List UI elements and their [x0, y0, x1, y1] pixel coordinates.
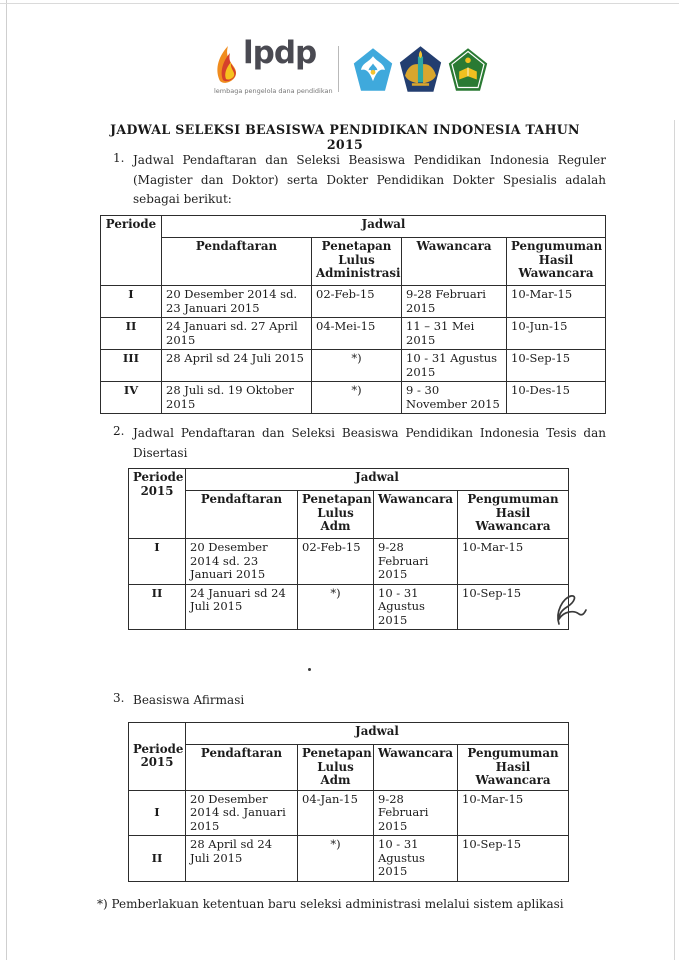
list-number-1: 1. [113, 151, 125, 165]
cell-periode: II [129, 836, 186, 882]
page-title: JADWAL SELEKSI BEASISWA PENDIDIKAN INDONESIA TAHUN 2015 [110, 122, 580, 152]
cell-pendaftaran: 24 Januari sd 24 Juli 2015 [186, 584, 298, 630]
list-text-2: Jadwal Pendaftaran dan Seleksi Beasiswa Pendidikan Indonesia Tesis dan Disertasi [133, 426, 606, 460]
cell-periode: II [129, 584, 186, 630]
cell-periode: I [129, 790, 186, 836]
cell-wawancara: 9-28 Februari 2015 [374, 790, 458, 836]
stray-dot-mark [308, 668, 311, 671]
cell-penetapan: 02-Feb-15 [298, 539, 374, 585]
col-header-pendaftaran: Pendaftaran [186, 491, 298, 539]
col-header-jadwal: Jadwal [186, 723, 569, 745]
cell-pengumuman: 10-Mar-15 [458, 539, 569, 585]
kemenkeu-emblem [399, 41, 442, 97]
col-header-penetapan: Penetapan Lulus Adm [298, 745, 374, 791]
col-header-penetapan: Penetapan Lulus Adm [298, 491, 374, 539]
table-row [129, 836, 569, 882]
table-header-row [129, 469, 569, 491]
cell-pendaftaran: 28 April sd 24 Juli 2015 [186, 836, 298, 882]
cell-periode: II [101, 318, 162, 350]
col-header-jadwal: Jadwal [162, 216, 606, 238]
table-header-row [129, 723, 569, 745]
col-header-pengumuman: Pengumuman Hasil Wawancara [458, 745, 569, 791]
lpdp-logo [214, 35, 333, 97]
table-row [101, 350, 606, 382]
cell-wawancara: 10 - 31 Agustus 2015 [374, 836, 458, 882]
col-header-pendaftaran: Pendaftaran [162, 238, 312, 286]
table-subheader-row [129, 745, 569, 791]
handwritten-initial-mark [552, 590, 592, 632]
col-header-periode: Periode [101, 216, 162, 286]
table-row [101, 318, 606, 350]
lpdp-wordmark: lpdp [243, 35, 317, 71]
table-row [101, 382, 606, 414]
cell-pengumuman: 10-Sep-15 [458, 584, 569, 630]
cell-pengumuman: 10-Des-15 [507, 382, 606, 414]
col-header-pengumuman: Pengumuman Hasil Wawancara [507, 238, 606, 286]
table-row [129, 790, 569, 836]
col-header-wawancara: Wawancara [374, 745, 458, 791]
cell-pengumuman: 10-Sep-15 [507, 350, 606, 382]
cell-pendaftaran: 24 Januari sd. 27 April 2015 [162, 318, 312, 350]
col-header-wawancara: Wawancara [374, 491, 458, 539]
lpdp-flame-icon [214, 44, 241, 84]
cell-periode: IV [101, 382, 162, 414]
col-header-pendaftaran: Pendaftaran [186, 745, 298, 791]
col-header-jadwal: Jadwal [186, 469, 569, 491]
lpdp-tagline: lembaga pengelola dana pendidikan [214, 87, 333, 95]
logo-divider [338, 46, 339, 92]
table-header-row [101, 216, 606, 238]
scan-edge-top [0, 3, 679, 4]
table-beasiswa-afirmasi [128, 722, 569, 882]
cell-wawancara: 10 - 31 Agustus 2015 [402, 350, 507, 382]
cell-pendaftaran: 28 April sd 24 Juli 2015 [162, 350, 312, 382]
cell-periode: III [101, 350, 162, 382]
col-header-periode: Periode 2015 [129, 469, 186, 539]
cell-pendaftaran: 28 Juli sd. 19 Oktober 2015 [162, 382, 312, 414]
cell-wawancara: 11 – 31 Mei 2015 [402, 318, 507, 350]
cell-periode: I [129, 539, 186, 585]
list-number-2: 2. [113, 424, 125, 438]
footnote: *) Pemberlakuan ketentuan baru seleksi administrasi melalui sistem aplikasi [97, 897, 564, 911]
cell-penetapan: *) [312, 382, 402, 414]
scan-edge-left [6, 0, 7, 960]
cell-pengumuman: 10-Sep-15 [458, 836, 569, 882]
table-subheader-row [129, 491, 569, 539]
cell-pengumuman: 10-Jun-15 [507, 318, 606, 350]
cell-periode: I [101, 286, 162, 318]
list-number-3: 3. [113, 691, 125, 705]
cell-wawancara: 9-28 Februari 2015 [402, 286, 507, 318]
cell-penetapan: 04-Mei-15 [312, 318, 402, 350]
cell-penetapan: 02-Feb-15 [312, 286, 402, 318]
header-logo-bar [214, 35, 491, 98]
kemenag-emblem [448, 42, 488, 97]
cell-pengumuman: 10-Mar-15 [458, 790, 569, 836]
cell-wawancara: 9 - 30 November 2015 [402, 382, 507, 414]
col-header-penetapan: Penetapan Lulus Administrasi [312, 238, 402, 286]
cell-pendaftaran: 20 Desember 2014 sd. 23 Januari 2015 [162, 286, 312, 318]
list-text-1: Jadwal Pendaftaran dan Seleksi Beasiswa Pendidikan Indonesia Reguler (Magister dan Doktor) serta Dokter Pendidikan Dokter Spesialis adalah sebagai berikut: [133, 153, 606, 206]
table-jadwal-tesis-disertasi [128, 468, 569, 630]
cell-wawancara: 10 - 31 Agustus 2015 [374, 584, 458, 630]
list-text-3: Beasiswa Afirmasi [133, 693, 245, 707]
cell-pendaftaran: 20 Desember 2014 sd. Januari 2015 [186, 790, 298, 836]
table-row [129, 539, 569, 585]
cell-penetapan: *) [298, 836, 374, 882]
cell-pengumuman: 10-Mar-15 [507, 286, 606, 318]
cell-pendaftaran: 20 Desember 2014 sd. 23 Januari 2015 [186, 539, 298, 585]
cell-penetapan: 04-Jan-15 [298, 790, 374, 836]
scan-edge-right [674, 120, 675, 960]
col-header-periode: Periode 2015 [129, 723, 186, 791]
col-header-wawancara: Wawancara [402, 238, 507, 286]
cell-penetapan: *) [312, 350, 402, 382]
kemendikbud-emblem [353, 42, 393, 97]
cell-penetapan: *) [298, 584, 374, 630]
cell-wawancara: 9-28 Februari 2015 [374, 539, 458, 585]
table-row [129, 584, 569, 630]
table-row [101, 286, 606, 318]
table-jadwal-reguler [100, 215, 606, 414]
col-header-pengumuman: Pengumuman Hasil Wawancara [458, 491, 569, 539]
table-subheader-row [101, 238, 606, 286]
